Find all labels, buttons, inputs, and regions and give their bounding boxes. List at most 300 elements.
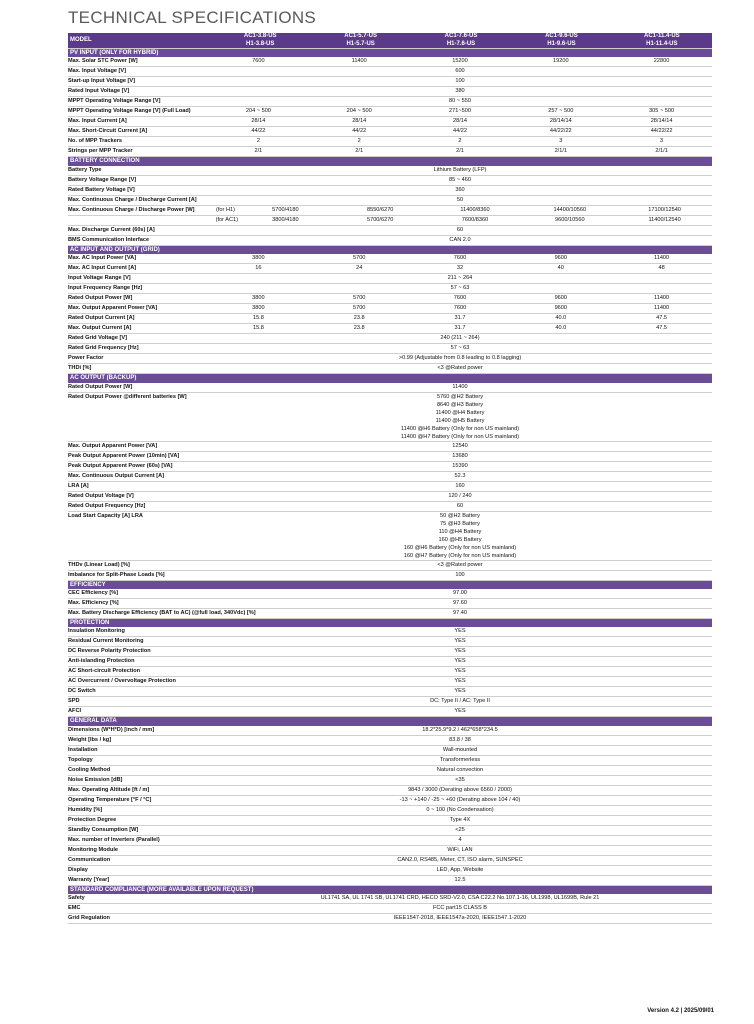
cell-value: 5700/4180 xyxy=(272,206,299,213)
row-label: No. of MPP Trackers xyxy=(68,138,122,145)
cell-value: 19200 xyxy=(553,58,569,65)
row-label: Noise Emission [dB] xyxy=(68,776,123,783)
table-row xyxy=(68,364,712,374)
section-header: PV INPUT (ONLY FOR HYBRID) xyxy=(68,49,712,57)
model-line: AC1-7.6-US xyxy=(444,33,478,40)
cell-value-all: 600 xyxy=(455,68,465,75)
multi-line: 5760 @H2 Battery xyxy=(436,393,484,400)
table-row xyxy=(68,816,712,826)
cell-value-all: <3 @Rated power xyxy=(437,561,483,568)
cell-value: 28/14 xyxy=(352,118,367,125)
section-header: GENERAL DATA xyxy=(68,717,712,725)
cell-value-all: DC: Type II / AC: Type II xyxy=(430,698,490,705)
cell-value: 5700/6270 xyxy=(366,216,394,223)
section-header: AC OUTPUT (BACKUP) xyxy=(68,374,712,382)
table-row xyxy=(68,383,712,393)
table-row xyxy=(68,344,712,354)
cell-value-all: 4 xyxy=(458,836,462,843)
cell-value: 44/22 xyxy=(352,128,367,135)
cell-value-all: 11400 xyxy=(452,383,468,390)
cell-value: 31.7 xyxy=(454,325,466,332)
row-label: DC Switch xyxy=(68,688,96,695)
table-row xyxy=(68,786,712,796)
cell-value-all: YES xyxy=(454,658,466,665)
table-row xyxy=(68,304,712,314)
model-name xyxy=(411,33,511,47)
table-row xyxy=(68,657,712,667)
cell-value: 7600 xyxy=(453,255,467,262)
page-title: TECHNICAL SPECIFICATIONS xyxy=(68,8,317,27)
cell-value: 9600 xyxy=(554,255,568,262)
row-label: Max. Efficiency [%] xyxy=(68,600,119,607)
cell-value: 2/1 xyxy=(254,148,263,155)
table-row xyxy=(68,776,712,786)
cell-value-all: <3 @Rated power xyxy=(437,365,483,372)
row-label: LRA [A] xyxy=(68,482,89,489)
cell-value-all: Type 4X xyxy=(449,816,471,823)
row-label: AC Short-circuit Protection xyxy=(68,668,141,675)
row-label: Max. AC Input Current [A] xyxy=(68,265,137,272)
row-label: Insulation Monitoring xyxy=(68,628,125,635)
cell-value: 24 xyxy=(356,265,363,272)
cell-value: 11400/8360 xyxy=(460,206,490,213)
row-label: Rated Input Voltage [V] xyxy=(68,88,130,95)
table-row xyxy=(68,914,712,924)
table-row xyxy=(68,647,712,657)
table-row xyxy=(68,274,712,284)
cell-value-all: 52.3 xyxy=(454,472,466,479)
table-row xyxy=(68,876,712,886)
row-label: Peak Output Apparent Power (60s) [VA] xyxy=(68,462,173,469)
cell-value-all: YES xyxy=(454,708,466,715)
row-label: Peak Output Apparent Power (10min) [VA] xyxy=(68,452,180,459)
row-label: Rated Output Current [A] xyxy=(68,315,135,322)
cell-value: 11400 xyxy=(654,255,670,262)
table-row xyxy=(68,609,712,619)
cell-value: 48 xyxy=(658,265,665,272)
table-row xyxy=(68,264,712,274)
cell-value-all: YES xyxy=(454,648,466,655)
cell-value-multi xyxy=(208,393,712,441)
cell-value: 15.8 xyxy=(252,325,264,332)
cell-value: 2/1/1 xyxy=(655,148,668,155)
cell-value-all: IEEE1547-2018, IEEE1547a-2020, IEEE1547.1-2020 xyxy=(393,915,527,922)
cell-value: 28/14 xyxy=(251,118,266,125)
model-line: H1-3.8-US xyxy=(246,40,275,47)
cell-value: 2 xyxy=(458,138,462,145)
row-label: Max. Output Apparent Power [VA] xyxy=(68,442,158,449)
table-row xyxy=(68,589,712,599)
model-name xyxy=(511,33,611,47)
table-row xyxy=(68,796,712,806)
cell-value-all: 100 xyxy=(455,78,465,85)
cell-value-all: CAN2.0, RS485, Meter, CT, ISO alarm, SUNSPEC xyxy=(397,856,523,863)
row-label: Power Factor xyxy=(68,355,104,362)
cell-value: 3800 xyxy=(252,255,265,262)
table-row xyxy=(68,627,712,637)
row-label: Topology xyxy=(68,756,93,763)
table-row xyxy=(68,502,712,512)
cell-value-all: 83.8 / 38 xyxy=(449,736,471,743)
table-row xyxy=(68,697,712,707)
cell-value-all: YES xyxy=(454,628,466,635)
row-label: Weight [lbs / kg] xyxy=(68,736,112,743)
row-label: Rated Output Frequency [Hz] xyxy=(68,502,146,509)
table-row xyxy=(68,127,712,137)
row-label: Rated Battery Voltage [V] xyxy=(68,186,135,193)
table-row xyxy=(68,482,712,492)
table-row xyxy=(68,766,712,776)
table-row xyxy=(68,57,712,67)
cell-value: 7600/8360 xyxy=(461,216,489,223)
cell-value-all: 80 ~ 550 xyxy=(449,98,471,105)
cell-value: 47.5 xyxy=(656,315,668,322)
table-row xyxy=(68,571,712,581)
table-row xyxy=(68,186,712,196)
table-row xyxy=(68,166,712,176)
table-row xyxy=(68,254,712,264)
row-label: Input Voltage Range [V] xyxy=(68,275,131,282)
row-label: THDv (Linear Load) [%] xyxy=(68,561,130,568)
cell-value-all: Lithium Battery (LFP) xyxy=(433,166,487,173)
table-row xyxy=(68,196,712,206)
section-header: AC INPUT AND OUTPUT (GRID) xyxy=(68,246,712,254)
cell-value-all: 97.40 xyxy=(453,610,467,617)
cell-value-all: WiFi, LAN xyxy=(447,846,473,853)
cell-value: 28/14/14 xyxy=(549,118,572,125)
table-row xyxy=(68,806,712,816)
cell-value: 7600 xyxy=(252,58,265,65)
row-label: Grid Regulation xyxy=(68,915,110,922)
cell-value-all: 60 xyxy=(456,502,464,509)
row-label: Max. Output Current [A] xyxy=(68,325,132,332)
cell-value-all: -13 ~ +140 / -25 ~ +60 (Derating above 104 / 40) xyxy=(399,796,521,803)
row-label: Communication xyxy=(68,856,111,863)
cell-value-all: >0.99 (Adjustable from 0.8 leading to 0.8 lagging) xyxy=(398,355,522,362)
table-row xyxy=(68,726,712,736)
cell-value-all: 85 ~ 460 xyxy=(449,176,471,183)
cell-value: 11400 xyxy=(351,58,367,65)
cell-value: 2/1 xyxy=(456,148,464,155)
cell-value: 31.7 xyxy=(454,315,466,322)
cell-value: 28/14/14 xyxy=(650,118,673,125)
row-label: Battery Voltage Range [V] xyxy=(68,176,137,183)
cell-value-all: 97.00 xyxy=(453,590,467,597)
cell-value-all: 60 xyxy=(456,226,464,233)
row-label: Monitoring Module xyxy=(68,846,119,853)
cell-value-all: 57 ~ 63 xyxy=(450,345,470,352)
cell-value: 5700 xyxy=(352,305,366,312)
row-label: Max. AC Input Power [VA] xyxy=(68,255,137,262)
table-row xyxy=(68,492,712,502)
section-header: PROTECTION xyxy=(68,619,712,627)
row-label: MPPT Operating Voltage Range [V] xyxy=(68,98,161,105)
row-label: Warranty [Year] xyxy=(68,876,110,883)
cell-value-all: YES xyxy=(454,638,466,645)
cell-value: 40.0 xyxy=(555,315,567,322)
model-name xyxy=(612,33,712,47)
cell-value: 32 xyxy=(456,265,464,272)
table-row xyxy=(68,894,712,904)
table-row xyxy=(68,314,712,324)
cell-value: 3800 xyxy=(252,305,265,312)
cell-value: 3 xyxy=(660,138,664,145)
table-row xyxy=(68,147,712,157)
multi-line: 11400 @H7 Battery (Only for non US mainland) xyxy=(400,433,520,440)
model-name xyxy=(310,33,410,47)
row-label: Max. Continuous Charge / Discharge Current [A] xyxy=(68,196,197,203)
cell-value: 40.0 xyxy=(555,325,567,332)
table-row xyxy=(68,97,712,107)
cell-value: 22800 xyxy=(653,58,670,65)
row-label-note: (for H1) xyxy=(216,206,235,213)
row-label: Battery Type xyxy=(68,166,102,173)
row-label: Max. Operating Altitude [ft / m] xyxy=(68,786,150,793)
section-header: BATTERY CONNECTION xyxy=(68,157,712,165)
row-label: Protection Degree xyxy=(68,816,117,823)
cell-value: 9600 xyxy=(554,305,568,312)
cell-value-all: 15390 xyxy=(452,462,468,469)
row-label: MPPT Operating Voltage Range [V] (Full Load) xyxy=(68,108,191,115)
cell-value: 2 xyxy=(256,138,260,145)
model-line: AC1-5.7-US xyxy=(344,33,377,40)
table-row xyxy=(68,462,712,472)
table-row xyxy=(68,826,712,836)
table-row xyxy=(68,442,712,452)
row-label: Max. Discharge Current (60s) [A] xyxy=(68,226,155,233)
row-label: Max. Short-Circuit Current [A] xyxy=(68,128,148,135)
table-row xyxy=(68,137,712,147)
cell-value-all: 12540 xyxy=(452,442,468,449)
table-row xyxy=(68,512,712,561)
cell-value-all: 211 ~ 264 xyxy=(447,275,473,282)
cell-value: 9600 xyxy=(554,295,568,302)
model-line: H1-5.7-US xyxy=(346,40,375,47)
table-row xyxy=(68,324,712,334)
table-row xyxy=(68,77,712,87)
cell-value: 2 xyxy=(357,138,361,145)
multi-line: 11400 @H4 Battery xyxy=(435,409,485,416)
table-row xyxy=(68,746,712,756)
cell-value-all: <25 xyxy=(455,826,465,833)
row-label: THDi [%] xyxy=(68,365,92,372)
cell-value: 7600 xyxy=(453,305,467,312)
row-label: Operating Temperature [°F / °C] xyxy=(68,796,152,803)
multi-line: 50 @H2 Battery xyxy=(440,512,480,519)
cell-value: 44/22 xyxy=(452,128,467,135)
row-label-text: Max. Continuous Charge / Discharge Power [W] xyxy=(68,206,195,213)
table-row xyxy=(68,904,712,914)
model-line: H1-11.4-US xyxy=(646,40,678,47)
row-label: Start-up Input Voltage [V] xyxy=(68,78,136,85)
cell-value: 9600/10560 xyxy=(555,216,585,223)
section-header: EFFICIENCY xyxy=(68,581,712,589)
row-label: Strings per MPP Tracker xyxy=(68,148,133,155)
cell-value: 204 ~ 500 xyxy=(346,108,372,115)
cell-value-all: 18.2*25.9*9.2 / 462*658*234.5 xyxy=(422,726,498,733)
table-row xyxy=(68,67,712,77)
cell-value: 3800/4180 xyxy=(272,216,299,223)
row-label: Imbalance for Split-Phase Loads [%] xyxy=(68,571,165,578)
cell-value: 23.8 xyxy=(353,315,365,322)
row-label: EMC xyxy=(68,905,81,912)
cell-value: 16 xyxy=(255,265,262,272)
row-label-note: (for AC1) xyxy=(215,216,238,223)
cell-value-all: Natural convection xyxy=(436,766,484,773)
table-row xyxy=(68,756,712,766)
cell-value-all: 13680 xyxy=(452,452,468,459)
multi-line: 160 @H6 Battery (Only for non US mainland) xyxy=(403,544,517,551)
cell-value-all: 0 ~ 100 (No Condensation) xyxy=(426,806,494,813)
cell-value: 28/14 xyxy=(452,118,467,125)
table-row xyxy=(68,452,712,462)
table-row xyxy=(68,236,712,246)
cell-value: 40 xyxy=(557,265,564,272)
row-label xyxy=(68,206,238,215)
cell-value: 23.8 xyxy=(353,325,365,332)
cell-value: 305 ~ 500 xyxy=(649,108,675,115)
cell-value-all: 100 xyxy=(455,571,465,578)
table-row xyxy=(68,836,712,846)
row-label: Safety xyxy=(68,895,85,902)
row-label-text xyxy=(68,216,216,225)
spec-table xyxy=(68,33,712,924)
cell-value-all: LED, App, Website xyxy=(436,866,484,873)
cell-value: 47.5 xyxy=(656,325,668,332)
row-label: Residual Current Monitoring xyxy=(68,638,144,645)
row-label: Max. Input Current [A] xyxy=(68,118,127,125)
table-row xyxy=(68,206,712,216)
row-label: Max. Solar STC Power [W] xyxy=(68,58,138,65)
table-row xyxy=(68,87,712,97)
row-label: Rated Output Power [W] xyxy=(68,295,133,302)
cell-value-all: YES xyxy=(454,668,466,675)
table-header xyxy=(68,33,712,49)
table-row xyxy=(68,334,712,344)
cell-value: 44/22/22 xyxy=(549,128,572,135)
multi-line: 110 @H4 Battery xyxy=(438,528,482,535)
cell-value-multi xyxy=(208,512,712,560)
cell-value-all: CAN 2.0 xyxy=(449,236,471,243)
cell-value: 14400/10560 xyxy=(553,206,587,213)
cell-value-all: <35 xyxy=(455,776,465,783)
row-label: BMS Communication Interface xyxy=(68,236,150,243)
row-label: Max. Input Voltage [V] xyxy=(68,68,127,75)
row-label: SPD xyxy=(68,698,80,705)
cell-value-all: YES xyxy=(454,678,466,685)
cell-value-all: 380 xyxy=(455,88,465,95)
table-row xyxy=(68,393,712,442)
row-label: CEC Efficiency [%] xyxy=(68,590,119,597)
multi-line: 160 @H5 Battery xyxy=(438,536,482,543)
cell-value-all: 240 (211 ~ 264) xyxy=(440,335,480,342)
table-row xyxy=(68,284,712,294)
multi-line: 11400 @H6 Battery (Only for non US mainland) xyxy=(400,425,520,432)
row-label: Max. Battery Discharge Efficiency (BAT to AC) (@full load, 340Vdc) [%] xyxy=(68,610,256,617)
cell-value: 3 xyxy=(559,138,563,145)
cell-value: 44/22/22 xyxy=(650,128,673,135)
row-label: Rated Grid Voltage [V] xyxy=(68,335,127,342)
cell-value: 257 ~ 500 xyxy=(548,108,574,115)
row-label xyxy=(68,216,238,225)
multi-line: 75 @H3 Battery xyxy=(440,520,480,527)
row-label: Humidity [%] xyxy=(68,806,103,813)
table-row xyxy=(68,561,712,571)
cell-value-all: 9843 / 3000 (Derating above 6560 / 2000) xyxy=(408,786,512,793)
cell-value-all: 57 ~ 63 xyxy=(450,285,470,292)
cell-value-all: 160 xyxy=(455,482,465,489)
model-line: AC1-9.6-US xyxy=(545,33,578,40)
row-label: AC Overcurrent / Overvoltage Protection xyxy=(68,678,176,685)
row-label: Cooling Method xyxy=(68,766,111,773)
multi-line: 160 @H7 Battery (Only for non US mainland) xyxy=(403,552,517,559)
table-row xyxy=(68,216,712,226)
row-label: Max. Continuous Output Current [A] xyxy=(68,472,165,479)
table-row xyxy=(68,294,712,304)
cell-value: 204 ~ 500 xyxy=(245,108,271,115)
cell-value: 11400 xyxy=(654,305,670,312)
cell-value: 3800 xyxy=(252,295,265,302)
cell-value-all: 360 xyxy=(455,186,465,193)
table-row xyxy=(68,226,712,236)
table-row xyxy=(68,354,712,364)
row-label: Dimensions (W*H*D) [inch / mm] xyxy=(68,726,155,733)
cell-value: 17100/12540 xyxy=(648,206,681,213)
table-row xyxy=(68,599,712,609)
table-row xyxy=(68,687,712,697)
cell-value-all: 120 / 240 xyxy=(448,492,472,499)
table-row xyxy=(68,736,712,746)
row-label: Input Frequency Range [Hz] xyxy=(68,285,143,292)
section-header: STANDARD COMPLIANCE (MORE AVAILABLE UPON REQUEST) xyxy=(68,886,712,894)
table-row xyxy=(68,707,712,717)
cell-value-all: UL1741 SA, UL 1741 SB, UL1741 CRD, HECO SRD-V2.0, CSA C22.2 No.107.1-16, UL1998, UL1699B, Rule 21 xyxy=(320,895,600,902)
cell-value: 5700 xyxy=(352,295,366,302)
cell-value-all: YES xyxy=(454,688,466,695)
multi-line: 8640 @H3 Battery xyxy=(436,401,484,408)
cell-value: 11400 xyxy=(654,295,670,302)
row-label: Max. Output Apparent Power [VA] xyxy=(68,305,158,312)
cell-value-all: Transformerless xyxy=(439,756,481,763)
cell-value-all: 12.5 xyxy=(454,876,466,883)
table-row xyxy=(68,472,712,482)
cell-value-all: 97.60 xyxy=(453,600,467,607)
model-line: H1-7.6-US xyxy=(446,40,476,47)
cell-value: 44/22 xyxy=(251,128,266,135)
row-label: AFCI xyxy=(68,708,82,715)
cell-value-all: FCC part15 CLASS B xyxy=(432,905,488,912)
cell-value: 15.8 xyxy=(252,315,264,322)
cell-value: 2/1 xyxy=(355,148,364,155)
header-label: MODEL xyxy=(70,37,92,43)
cell-value: 2/1/1 xyxy=(554,148,568,155)
table-row xyxy=(68,846,712,856)
row-label: DC Reverse Polarity Protection xyxy=(68,648,151,655)
row-label: Rated Output Power [W] xyxy=(68,383,133,390)
table-row xyxy=(68,677,712,687)
table-row xyxy=(68,117,712,127)
row-label: Display xyxy=(68,866,88,873)
row-label: Max. number of Inverters (Parallel) xyxy=(68,836,160,843)
row-label: Installation xyxy=(68,746,98,753)
cell-value: 271~500 xyxy=(449,108,471,115)
table-row xyxy=(68,107,712,117)
model-line: H1-9.6-US xyxy=(547,40,576,47)
cell-value: 8550/6270 xyxy=(366,206,394,213)
cell-value: 7600 xyxy=(453,295,467,302)
row-label: Load Start Capacity [A] LRA xyxy=(68,512,143,519)
table-row xyxy=(68,667,712,677)
